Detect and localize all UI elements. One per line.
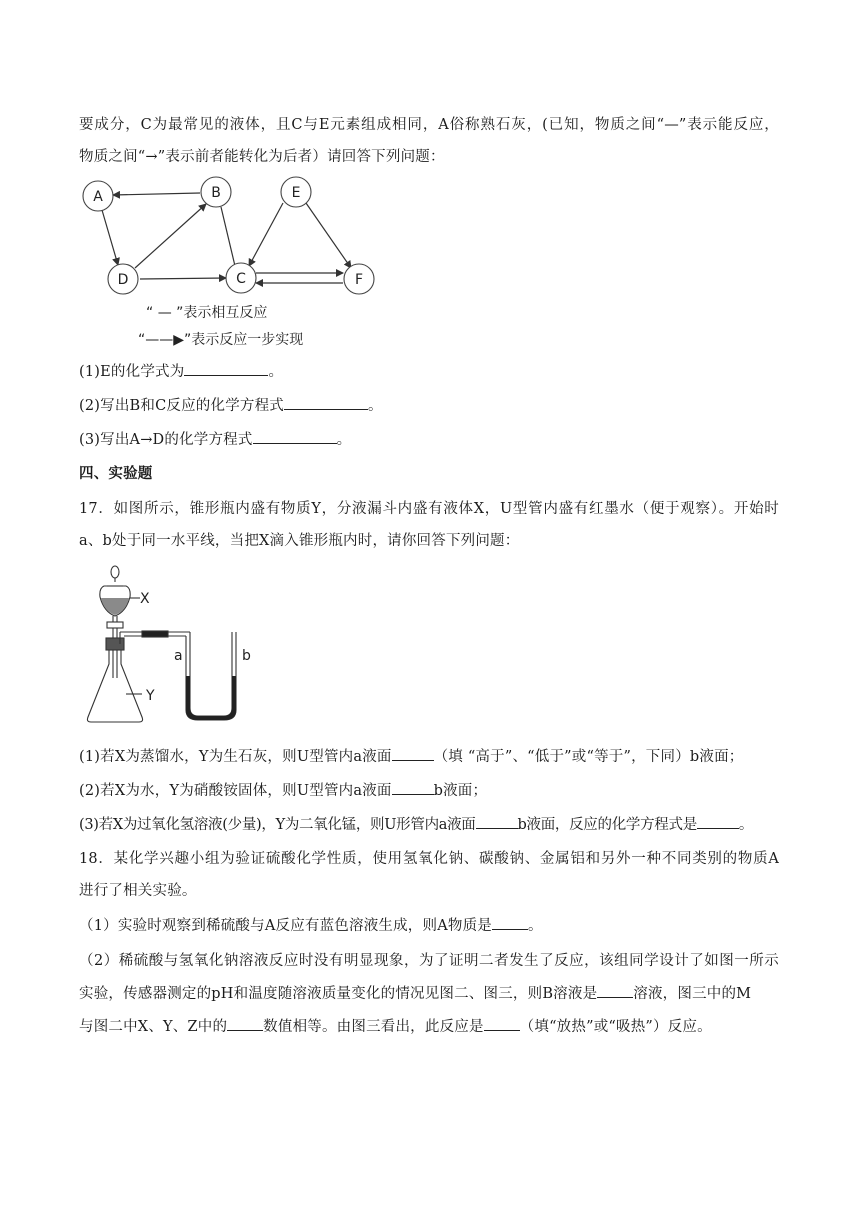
arrow-e-to-f xyxy=(306,203,351,268)
arrow-e-to-c xyxy=(249,203,283,266)
conical-flask xyxy=(87,646,142,722)
label-b: b xyxy=(242,648,251,664)
answer-blank[interactable] xyxy=(392,746,434,761)
label-x: X xyxy=(140,591,150,607)
q18-part-1: （1）实验时观察到稀硫酸与A反应有蓝色溶液生成，则A物质是 。 xyxy=(79,914,543,935)
q16-part-2: (2)写出B和C反应的化学方程式 。 xyxy=(79,394,383,415)
arrow-d-to-b xyxy=(135,204,206,268)
section-title: 四、实验题 xyxy=(79,465,153,482)
answer-blank[interactable] xyxy=(284,395,368,410)
intro-line-2: 物质之间“→”表示前者能转化为后者）请回答下列问题： xyxy=(79,149,445,165)
q17-line-1: 17．如图所示，锥形瓶内盛有物质Y，分液漏斗内盛有液体X，U型管内盛有红墨水（便于观察）。开始时 xyxy=(79,501,779,517)
line-b-c xyxy=(221,207,235,266)
node-a-label: A xyxy=(93,189,103,205)
answer-blank[interactable] xyxy=(392,780,434,795)
q17-part-2: (2)若X为水，Y为硝酸铵固体，则U型管内a液面 b液面； xyxy=(79,779,487,800)
q18-part-2-line-3: 与图二中X、Y、Z中的 数值相等。由图三看出，此反应是 （填“放热”或“吸热”）反应。 xyxy=(79,1015,712,1036)
q18-line-2: 进行了相关实验。 xyxy=(79,883,197,899)
node-d-label: D xyxy=(117,272,129,288)
answer-blank[interactable] xyxy=(184,361,268,376)
answer-blank[interactable] xyxy=(253,429,337,444)
rubber-stopper xyxy=(106,638,124,650)
relation-diagram xyxy=(78,174,378,350)
node-b-label: B xyxy=(211,185,221,201)
q18-part-2-line-2: 实验，传感器测定的pH和温度随溶液质量变化的情况见图二、图三，则B溶液是 溶液，图三中的M xyxy=(79,982,751,1003)
node-e-label: E xyxy=(291,185,301,201)
label-a: a xyxy=(174,648,183,664)
funnel-stopper xyxy=(111,566,119,578)
rubber-tube xyxy=(142,631,168,637)
answer-blank[interactable] xyxy=(476,814,518,829)
arrow-b-to-a xyxy=(113,193,200,195)
q18-part-2-line-1: （2）稀硫酸与氢氧化钠溶液反应时没有明显现象，为了证明二者发生了反应，该组同学设计了如图一所示 xyxy=(79,953,779,969)
arrow-a-to-d xyxy=(102,210,118,265)
answer-blank[interactable] xyxy=(697,814,739,829)
label-y: Y xyxy=(146,688,155,704)
node-c-label: C xyxy=(236,271,246,287)
answer-blank[interactable] xyxy=(492,915,528,930)
red-ink xyxy=(186,676,236,720)
u-tube xyxy=(190,632,232,716)
q16-part-3: (3)写出A→D的化学方程式 。 xyxy=(79,428,351,449)
answer-blank[interactable] xyxy=(484,1016,520,1031)
answer-blank[interactable] xyxy=(227,1016,263,1031)
q16-part-1: (1)E的化学式为 。 xyxy=(79,360,283,381)
arrow-d-to-c xyxy=(140,278,226,279)
apparatus-diagram xyxy=(82,560,252,728)
node-f-label: F xyxy=(354,272,364,288)
q17-line-2: a、b处于同一水平线，当把X滴入锥形瓶内时，请你回答下列问题： xyxy=(79,533,520,549)
legend-convert: “——▶”表示反应一步实现 xyxy=(138,332,304,348)
legend-react: “ — ”表示相互反应 xyxy=(146,305,268,321)
stopcock xyxy=(107,622,123,628)
q18-line-1: 18．某化学兴趣小组为验证硫酸化学性质，使用氢氧化钠、碳酸钠、金属铝和另外一种不同类别的物质A xyxy=(79,851,779,867)
q17-part-1: (1)若X为蒸馏水，Y为生石灰，则U型管内a液面 （填 “高于”、“低于”或“等于”，下同）b液面； xyxy=(79,745,743,766)
answer-blank[interactable] xyxy=(597,983,633,998)
q17-part-3: (3)若X为过氧化氢溶液(少量)，Y为二氧化锰，则U形管内a液面 b液面，反应的化学方程式是 。 xyxy=(79,813,753,834)
intro-line-1: 要成分，C为最常见的液体，且C与E元素组成相同，A俗称熟石灰，(已知，物质之间“—”表示能反应， xyxy=(79,117,779,133)
